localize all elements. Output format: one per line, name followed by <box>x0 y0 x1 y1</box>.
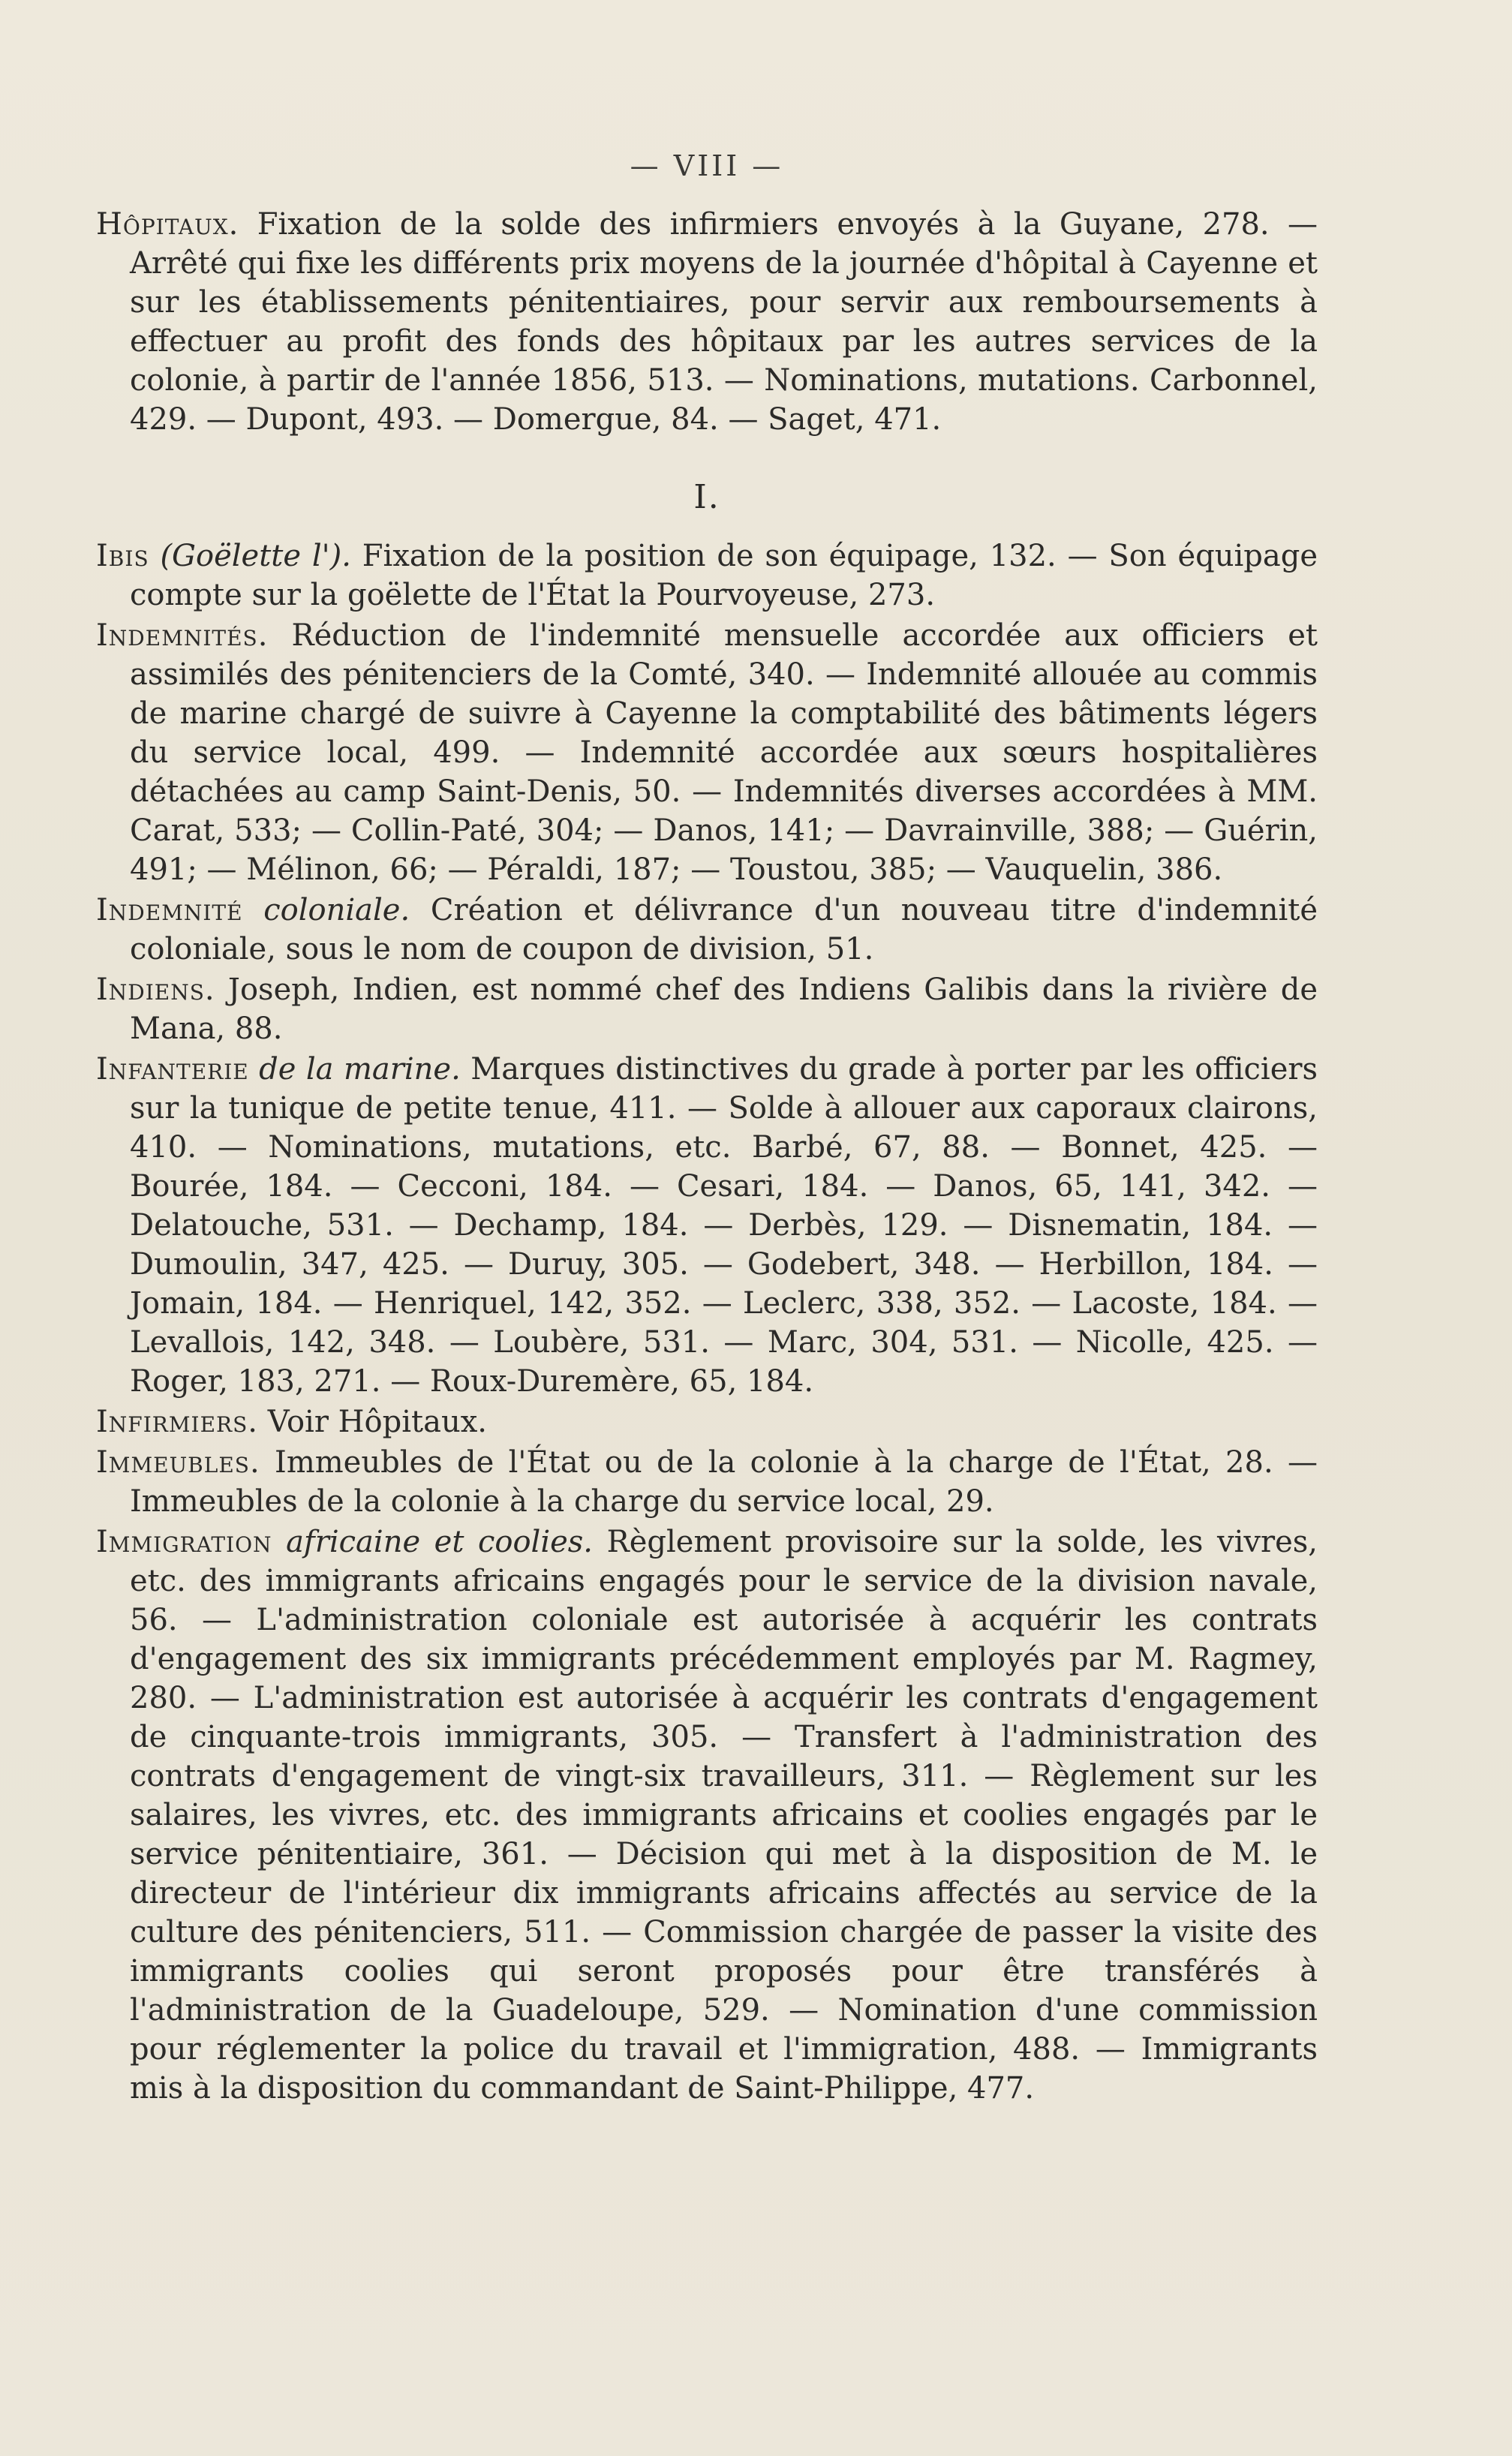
entry-head: Infanterie <box>96 1052 249 1087</box>
entry-text: Voir Hôpitaux. <box>267 1405 487 1439</box>
index-entry-ibis <box>96 537 1318 615</box>
index-entry-indemnite-coloniale <box>96 891 1318 969</box>
entry-head: Indiens. <box>96 972 215 1007</box>
entry-text: Joseph, Indien, est nommé chef des Indiens Galibis dans la rivière de Mana, 88. <box>130 972 1318 1046</box>
entry-head: Immigration <box>96 1525 272 1559</box>
entry-subhead: coloniale. <box>263 893 410 927</box>
entry-subhead: africaine et coolies. <box>286 1525 594 1559</box>
entry-head: Hôpitaux. <box>96 207 239 242</box>
index-entry-hopitaux <box>96 205 1318 439</box>
entry-text: Fixation de la position de son équipage, 132. — Son équipage compte sur la goëlette de l'État la Pourvoyeuse, 273. <box>130 539 1318 612</box>
entry-text: Création et délivrance d'un nouveau titre d'indemnité coloniale, sous le nom de coupon de division, 51. <box>130 893 1318 966</box>
index-entry-immigration <box>96 1523 1318 2108</box>
index-content <box>96 146 1318 2109</box>
index-entry-indiens <box>96 970 1318 1048</box>
entry-text: Règlement provisoire sur la solde, les vivres, etc. des immigrants africains engagés pour le service de la division navale, 56. — L'administration coloniale est autorisée à acquérir les contrats d'engagement des six immigrants précédemment employés par M. Ragmey, 280. — L'administration est autorisée à acquérir les contrats d'engagement de cinquante-trois immigrants, 305. — Transfert à l'administration des contrats d'engagement de vingt-six travailleurs, 311. — Règlement sur les salaires, les vivres, etc. des immigrants africains et coolies engagés par le service pénitentiaire, 361. — Décision qui met à la disposition de M. le directeur de l'intérieur dix immigrants africains affectés au service de la culture des pénitenciers, 511. — Commission chargée de passer la visite des immigrants coolies qui seront proposés pour être transférés à l'administration de la Guadeloupe, 529. — Nomination d'une commission pour réglementer la police du travail et l'immigration, 488. — Immigrants mis à la disposition du commandant de Saint-Philippe, 477. <box>130 1525 1318 2106</box>
entry-subhead: de la marine. <box>259 1052 461 1087</box>
section-letter: I. <box>693 478 720 516</box>
index-entry-infanterie <box>96 1050 1318 1401</box>
index-entry-infirmiers <box>96 1402 1318 1441</box>
page-folio: — VIII — <box>630 149 784 182</box>
entry-text: Fixation de la solde des infirmiers envoyés à la Guyane, 278. — Arrêté qui fixe les différents prix moyens de la journée d'hôpital à Cayenne et sur les établissements pénitentiaires, pour servir aux remboursements à effectuer au profit des fonds des hôpitaux par les autres services de la colonie, à partir de l'année 1856, 513. — Nominations, mutations. Carbonnel, 429. — Dupont, 493. — Domergue, 84. — Saget, 471. <box>130 207 1318 437</box>
entry-text: Marques distinctives du grade à porter par les officiers sur la tunique de petite tenue, 411. — Solde à allouer aux caporaux clairons, 410. — Nominations, mutations, etc. Barbé, 67, 88. — Bonnet, 425. — Bourée, 184. — Cecconi, 184. — Cesari, 184. — Danos, 65, 141, 342. — Delatouche, 531. — Dechamp, 184. — Derbès, 129. — Disnematin, 184. — Dumoulin, 347, 425. — Duruy, 305. — Godebert, 348. — Herbillon, 184. — Jomain, 184. — Henriquel, 142, 352. — Leclerc, 338, 352. — Lacoste, 184. — Levallois, 142, 348. — Loubère, 531. — Marc, 304, 531. — Nicolle, 425. — Roger, 183, 271. — Roux-Duremère, 65, 184. <box>130 1052 1318 1399</box>
entry-text: Réduction de l'indemnité mensuelle accordée aux officiers et assimilés des pénitenciers de la Comté, 340. — Indemnité allouée au commis de marine chargé de suivre à Cayenne la comptabilité des bâtiments légers du service local, 499. — Indemnité accordée aux sœurs hospitalières détachées au camp Saint-Denis, 50. — Indemnités diverses accordées à MM. Carat, 533; — Collin-Paté, 304; — Danos, 141; — Davrainville, 388; — Guérin, 491; — Mélinon, 66; — Péraldi, 187; — Toustou, 385; — Vauquelin, 386. <box>130 618 1318 887</box>
entry-head: Immeubles. <box>96 1445 260 1480</box>
index-entry-immeubles <box>96 1443 1318 1521</box>
entry-head: Indemnités. <box>96 618 269 653</box>
index-entry-indemnites <box>96 616 1318 889</box>
entry-head: Infirmiers. <box>96 1405 259 1439</box>
entry-head: Indemnité <box>96 893 243 927</box>
entry-subhead: (Goëlette l'). <box>160 539 351 573</box>
entry-head: Ibis <box>96 539 149 573</box>
entry-text: Immeubles de l'État ou de la colonie à la charge de l'État, 28. — Immeubles de la colonie à la charge du service local, 29. <box>130 1445 1318 1519</box>
